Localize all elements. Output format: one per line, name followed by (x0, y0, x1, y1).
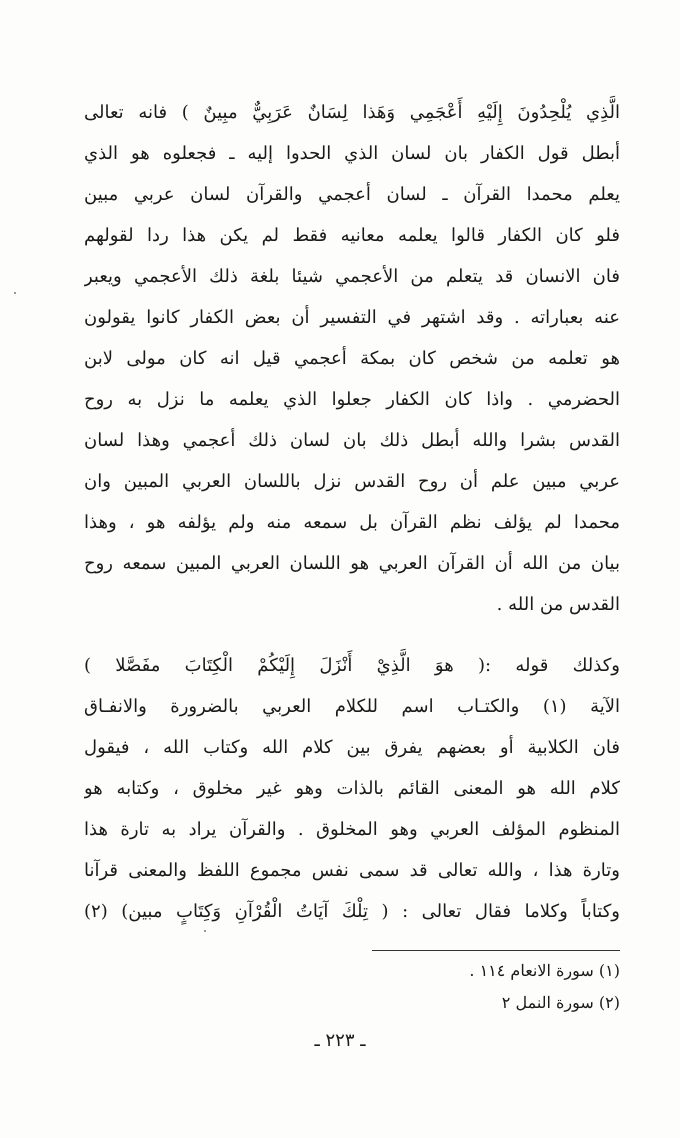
text-line: كلام الله هو المعنى القائم بالذات وهو غير مخلوق ، وكتابه هو (84, 778, 620, 799)
page-number: ـ ٢٢٣ ـ (314, 1030, 366, 1051)
body-text (84, 92, 620, 932)
footnotes (320, 955, 620, 1019)
text-line: المنظوم المؤلف العربي وهو المخلوق . والقرآن يراد به تارة هذا (84, 819, 620, 840)
text-line: الحضرمي . واذا كان الكفار جعلوا الذي يعلمه ما نزل به روح (84, 389, 620, 410)
text-line: يعلم محمدا القرآن ـ لسان أعجمي والقرآن لسان عربي مبين (84, 184, 620, 205)
paragraph-gap (84, 625, 620, 645)
text-line: هو تعلمه من شخص كان بمكة أعجمي قيل انه كان مولى لابن (84, 348, 620, 369)
scan-speck (14, 292, 16, 294)
text-line: بيان من الله أن القرآن العربي هو اللسان العربي المبين سمعه روح (84, 553, 620, 574)
text-line: عنه بعباراته . وقد اشتهر في التفسير أن بعض الكفار كانوا يقولون (84, 307, 620, 328)
text-line: وكتاباً وكلاما فقال تعالى : ( تِلْكَ آيَاتُ الْقُرْآنِ وَكِتَابٍ مبين) (٢) (84, 901, 620, 922)
text-line: عربي مبين علم أن روح القدس نزل باللسان العربي المبين وان (84, 471, 620, 492)
text-line: الَّذِي يُلْحِدُونَ إِلَيْهِ أَعْجَمِي وَهَذا لِسَانٌ عَرَبِيٌّ مبِينٌ ) فانه تعالى (84, 102, 620, 123)
scan-speck (204, 930, 206, 932)
text-line: محمدا لم يؤلف نظم القرآن بل سمعه منه ولم يؤلفه هو ، وهذا (84, 512, 620, 533)
text-line: القدس من الله . (496, 594, 620, 615)
text-line: فان الكلابية أو بعضهم يفرق بين كلام الله وكتاب الله ، فيقول (84, 737, 620, 758)
text-line: فان الانسان قد يتعلم من الأعجمي شيئا بلغة ذلك الأعجمي ويعبر (84, 266, 620, 287)
text-line: وتارة هذا ، والله تعالى قد سمى نفس مجموع اللفظ والمعنى قرآنا (84, 860, 620, 881)
footnote-divider (372, 950, 620, 951)
footnote: (٢) سورة النمل ٢ (501, 993, 620, 1012)
text-line: وكذلك قوله :( هوَ الَّذِيْ أَنْزَلَ إِلَيْكُمْ الْكِتَابَ مفَصَّلا ) (84, 655, 620, 676)
text-line: الآية (١) والكتـاب اسم للكلام العربي بالضرورة والانفـاق (84, 696, 620, 717)
text-line: فلو كان الكفار قالوا يعلمه معانيه فقط لم يكن هذا ردا لقولهم (84, 225, 620, 246)
text-line: أبطل قول الكفار بان لسان الذي الحدوا إليه ـ فجعلوه هو الذي (84, 143, 620, 164)
footnote: (١) سورة الانعام ١١٤ . (469, 961, 620, 980)
text-line: القدس بشرا والله أبطل ذلك بان لسان ذلك أعجمي وهذا لسان (84, 430, 620, 451)
